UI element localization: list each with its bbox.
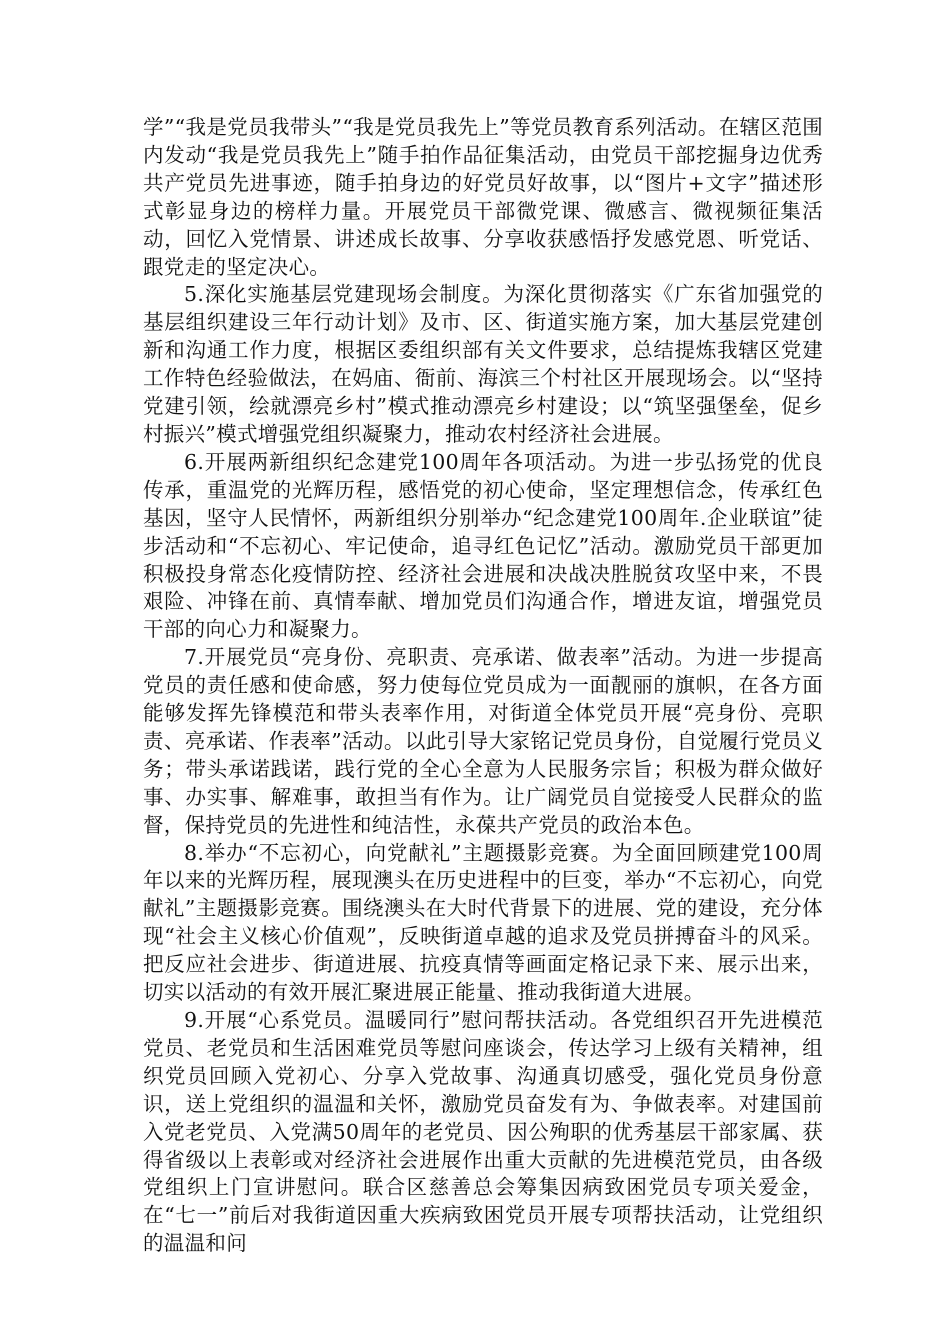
paragraph-item-7: 7.开展党员“亮身份、亮职责、亮承诺、做表率”活动。为进一步提高党员的责任感和使命感，努力使每位党员成为一面靓丽的旗帜，在各方面能够发挥先锋模范和带头表率作用，对街道全体党员开展“亮身份、亮职责、亮承诺、作表率”活动。以此引导大家铭记党员身份，自觉履行党员义务；带头承诺践诺，践行党的全心全意为人民服务宗旨；积极为群众做好事、办实事、解难事，敢担当有作为。让广阔党员自觉接受人民群众的监督，保持党员的先进性和纯洁性，永葆共产党员的政治本色。 — [143, 645, 823, 837]
document-body — [143, 114, 823, 1258]
paragraph-item-8: 8.举办“不忘初心，向党献礼”主题摄影竞赛。为全面回顾建党100周年以来的光辉历程，展现澳头在历史进程中的巨变，举办“不忘初心，向党献礼”主题摄影竞赛。围绕澳头在大时代背景下的进展、党的建设，充分体现“社会主义核心价值观”，反映街道卓越的追求及党员拼搏奋斗的风采。把反应社会进步、街道进展、抗疫真情等画面定格记录下来、展示出来，切实以活动的有效开展汇聚进展正能量、推动我街道大进展。 — [143, 840, 823, 1005]
paragraph-item-5: 5.深化实施基层党建现场会制度。为深化贯彻落实《广东省加强党的基层组织建设三年行动计划》及市、区、街道实施方案，加大基层党建创新和沟通工作力度，根据区委组织部有关文件要求，总结提炼我辖区党建工作特色经验做法，在妈庙、衙前、海滨三个村社区开展现场会。以“坚持党建引领，绘就漂亮乡村”模式推动漂亮乡村建设；以“筑坚强堡垒，促乡村振兴”模式增强党组织凝聚力，推动农村经济社会进展。 — [143, 282, 823, 446]
paragraph-item-9: 9.开展“心系党员。温暖同行”慰问帮扶活动。各党组织召开先进模范党员、老党员和生活困难党员等慰问座谈会，传达学习上级有关精神，组织党员回顾入党初心、分享入党故事、沟通真切感受，强化党员身份意识，送上党组织的温温和关怀，激励党员奋发有为、争做表率。对建国前入党老党员、入党满50周年的老党员、因公殉职的优秀基层干部家属、获得省级以上表彰或对经济社会进展作出重大贡献的先进模范党员，由各级党组织上门宣讲慰问。联合区慈善总会筹集因病致困党员专项关爱金，在“七一”前后对我街道因重大疾病致困党员开展专项帮扶活动，让党组织的温温和问 — [143, 1008, 823, 1256]
paragraph-item-6: 6.开展两新组织纪念建党100周年各项活动。为进一步弘扬党的优良传承，重温党的光辉历程，感悟党的初心使命，坚定理想信念，传承红色基因，坚守人民情怀，两新组织分别举办“纪念建党100周年.企业联谊”徒步活动和“不忘初心、牢记使命，追寻红色记忆”活动。激励党员干部更加积极投身常态化疫情防控、经济社会进展和决战决胜脱贫攻坚中来，不畏艰险、冲锋在前、真情奉献、增加党员们沟通合作，增进友谊，增强党员干部的向心力和凝聚力。 — [143, 449, 823, 642]
paragraph-continued: 学”“我是党员我带头”“我是党员我先上”等党员教育系列活动。在辖区范围内发动“我是党员我先上”随手拍作品征集活动，由党员干部挖掘身边优秀共产党员先进事迹，随手拍身边的好党员好故事，以“图片+文字”描述形式彰显身边的榜样力量。开展党员干部微党课、微感言、微视频征集活动，回忆入党情景、讲述成长故事、分享收获感悟抒发感党恩、听党话、跟党走的坚定决心。 — [143, 115, 823, 279]
